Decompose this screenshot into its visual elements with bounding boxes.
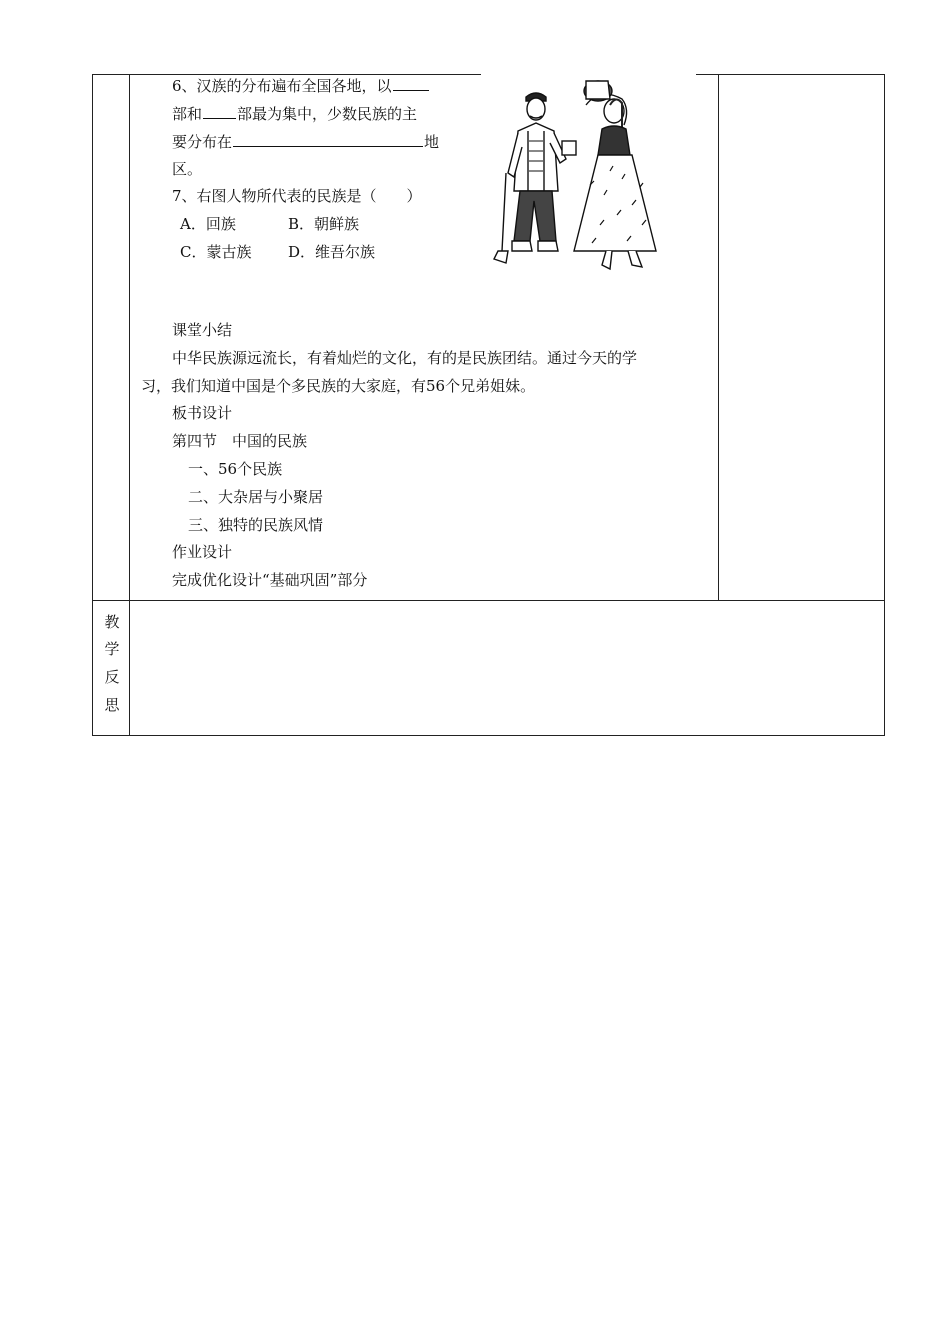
exercise6-line2: [172, 103, 417, 124]
reflection-label-char-4: 思: [104, 696, 120, 714]
summary-para-line1: 中华民族源远流长，有着灿烂的文化，有的是民族团结。通过今天的学: [172, 349, 638, 367]
exercise6-line2a-text: 部和: [172, 105, 203, 123]
uyghur-couple-illustration: [482, 75, 696, 275]
reflection-label-char-3: 反: [104, 668, 120, 686]
blank-3: [233, 131, 423, 147]
summary-para-line2: 习，我们知道中国是个多民族的大家庭，有56个兄弟姐妹。: [141, 377, 536, 395]
table-bottom-border: [92, 735, 885, 736]
table-col-divider-right: [718, 74, 719, 600]
homework-heading: 作业设计: [172, 543, 233, 561]
exercise6-line4: 区。: [172, 160, 203, 178]
exercise6-line2b-text: 部最为集中，少数民族的主: [237, 105, 418, 123]
exercise6-line1-text: 6、汉族的分布遍布全国各地，以: [172, 77, 392, 95]
exercise7-option-b: B．朝鲜族: [288, 215, 360, 233]
table-col-divider: [129, 74, 130, 736]
board-item-2: 二、大杂居与小聚居: [188, 488, 324, 506]
exercise7-option-a: A．回族: [180, 215, 236, 233]
homework-text: 完成优化设计“基础巩固”部分: [172, 571, 368, 589]
table-row-divider: [92, 600, 885, 601]
exercise6-line1: [172, 75, 430, 96]
board-title: 第四节 中国的民族: [172, 432, 308, 450]
board-item-1: 一、56个民族: [188, 460, 283, 478]
board-heading: 板书设计: [172, 404, 233, 422]
blank-2: [203, 103, 236, 119]
reflection-label-char-1: 教: [104, 613, 120, 631]
table-right-border: [884, 74, 885, 736]
exercise7-question: 7、右图人物所代表的民族是（ ）: [172, 187, 422, 205]
exercise7-option-d: D．维吾尔族: [288, 243, 376, 261]
exercise6-line3: [172, 131, 439, 152]
exercise6-line3a-text: 要分布在: [172, 133, 233, 151]
board-item-3: 三、独特的民族风情: [188, 516, 324, 534]
table-top-border-right: [696, 74, 885, 75]
exercise7-option-c: C．蒙古族: [180, 243, 252, 261]
reflection-label-char-2: 学: [104, 640, 120, 658]
exercise6-line3b-text: 地: [424, 133, 440, 151]
table-left-border: [92, 74, 93, 736]
summary-heading: 课堂小结: [172, 321, 233, 339]
blank-1: [393, 75, 429, 91]
